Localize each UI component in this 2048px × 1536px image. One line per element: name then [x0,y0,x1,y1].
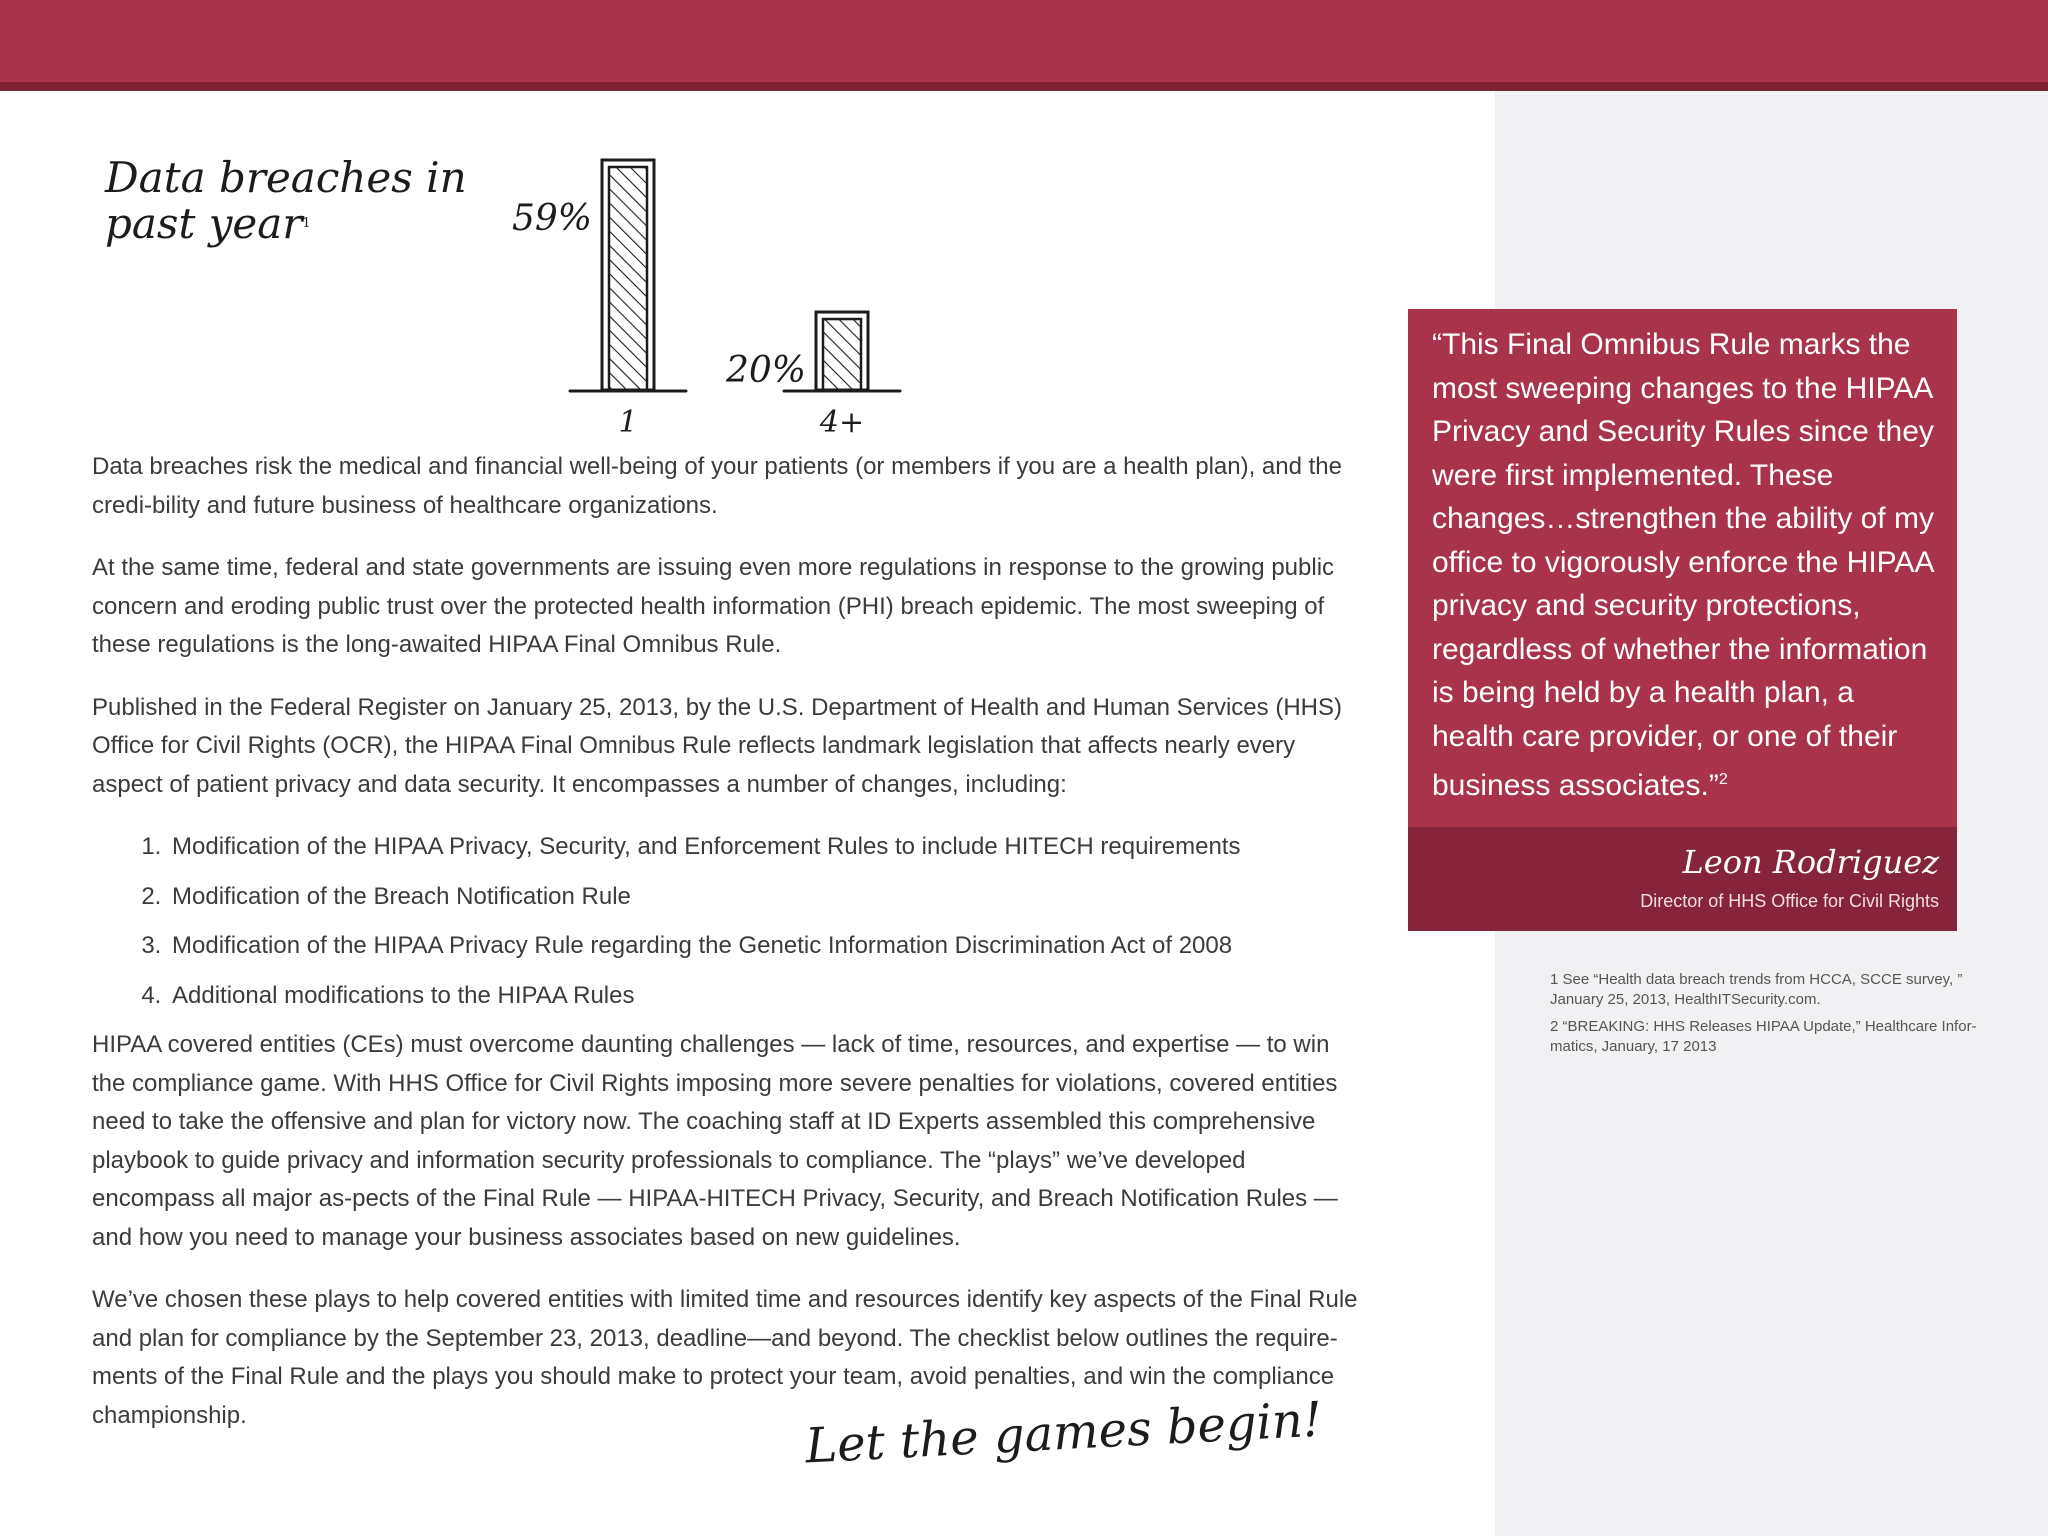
paragraph: We’ve chosen these plays to help covered entities with limited time and resources identify key aspects of the Final Rule and plan for compliance by the September 23, 2013, deadline—and beyond. The checklist below outlines the require-ments of the Final Rule and the plays you should make to protect your team, avoid penalties, and win the compliance championship. [92,1286,1358,1429]
quote-body: “This Final Omnibus Rule marks the most sweeping changes to the HIPAA Privacy and Security Rules since they were first implemented. These changes…strengthen the ability of my office to vigorously enforce the HIPAA privacy and security protections, regardless of whether the information is being held by a health plan, a health care provider, or one of their business associates.” [1432,328,1934,802]
list-item: 1. Modification of the HIPAA Privacy, Security, and Enforcement Rules to include HITECH requirements [168,828,1362,867]
list-item: 2. Modification of the Breach Notification Rule [168,878,1362,917]
chart-title-text: Data breaches in past year [105,153,467,248]
paragraph: Published in the Federal Register on January 25, 2013, by the U.S. Department of Health and Human Services (HHS) Office for Civil Rights (OCR), the HIPAA Final Omnibus Rule reflects landmark legislation that affects nearly every aspect of patient privacy and data security. It encompasses a number of changes, including: [92,693,1342,798]
breach-bar-chart [480,145,940,445]
quote-box [1408,309,1957,931]
bar-hatch [609,167,647,390]
footnotes [1550,970,2010,1064]
quote-text [1432,323,1942,808]
top-banner-edge [0,82,2048,91]
top-banner [0,0,2048,82]
paragraph: At the same time, federal and state governments are issuing even more regulations in response to the growing public concern and eroding public trust over the protected health information (PHI) breach epidemic. The most sweeping of these regulations is the long-awaited HIPAA Final Omnibus Rule. [92,554,1335,658]
bar-hatch [823,319,861,390]
quote-author: Leon Rodriguez [1682,843,1939,881]
chart-title-footnote: 1 [302,216,311,231]
category-label: 1 [618,405,638,440]
body-text [92,448,1362,1459]
category-label: 4+ [819,405,865,440]
list-item: 3. Modification of the HIPAA Privacy Rule regarding the Genetic Information Discrimination Act of 2008 [168,927,1362,966]
bar-value-label: 20% [725,350,806,392]
bar-value-label: 59% [511,198,592,239]
signoff: Let the games begin! [803,1391,1324,1475]
quote-author-role: Director of HHS Office for Civil Rights [1640,891,1939,911]
footnote: 2 “BREAKING: HHS Releases HIPAA Update,” Healthcare Infor-matics, January, 17 2013 [1550,1018,1977,1055]
changes-list [92,828,1362,1015]
quote-footnote-ref: 2 [1718,771,1728,788]
list-item: 4. Additional modifications to the HIPAA Rules [168,977,1362,1016]
quote-attribution [1408,827,1957,931]
paragraph: Data breaches risk the medical and financial well-being of your patients (or members if you are a health plan), and the credi-bility and future business of healthcare organizations. [92,453,1343,519]
footnote: 1 See “Health data breach trends from HCCA, SCCE survey, ” January 25, 2013, HealthITSecurity.com. [1550,971,1963,1008]
chart-title [105,155,485,247]
paragraph: HIPAA covered entities (CEs) must overcome daunting challenges — lack of time, resources, and expertise — to win the compliance game. With HHS Office for Civil Rights imposing more severe penalties for violations, covered entities need to take the offensive and plan for victory now. The coaching staff at ID Experts assembled this comprehensive playbook to guide privacy and information security professionals to compliance. The “plays” we’ve developed encompass all major as-pects of the Final Rule — HIPAA-HITECH Privacy, Security, and Breach Notification Rules — and how you need to manage your business associates based on new guidelines. [92,1031,1338,1251]
